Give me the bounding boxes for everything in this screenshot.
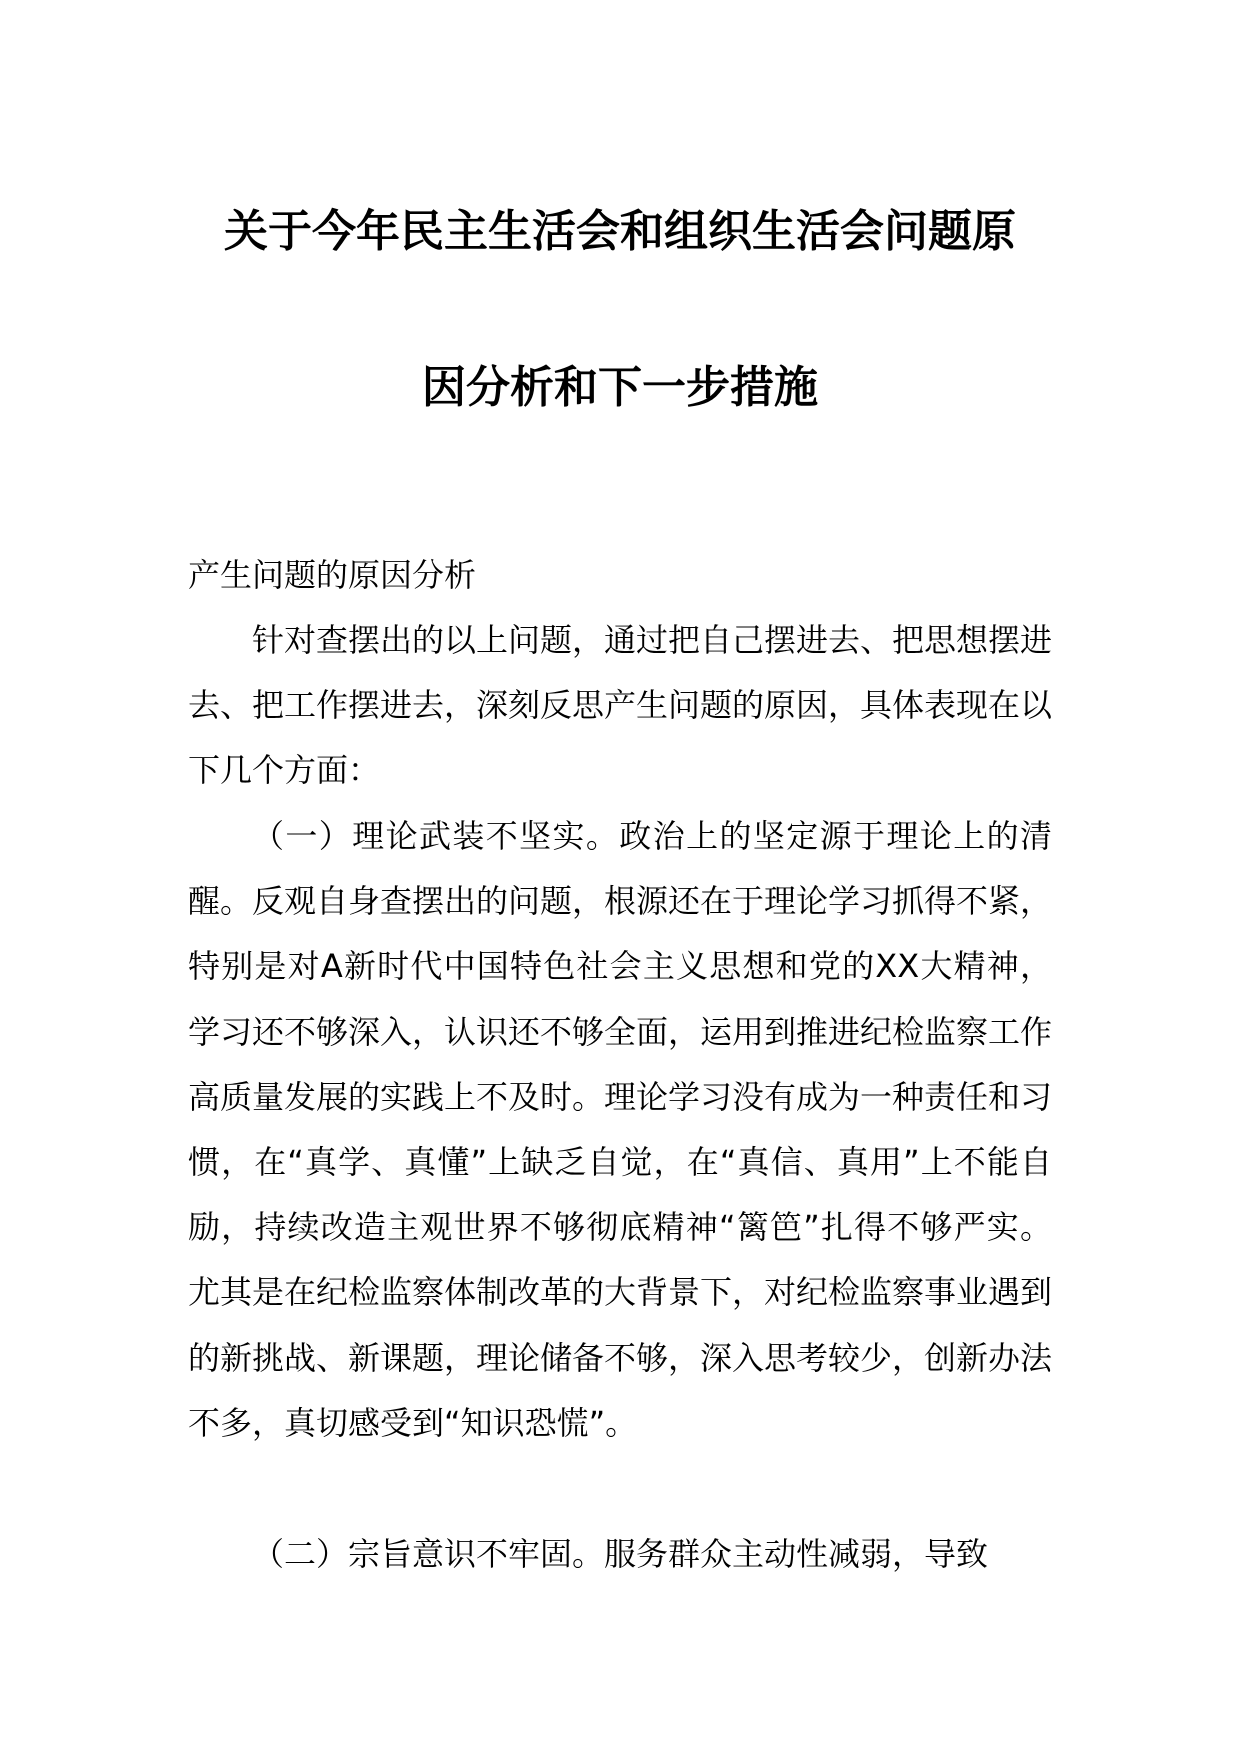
paragraph-intro: 针对查摆出的以上问题，通过把自己摆进去、把思想摆进去、把工作摆进去，深刻反思产生问题的原因，具体表现在以下几个方面： [188, 621, 1053, 790]
paragraph-theory: （一）理论武装不坚实。政治上的坚定源于理论上的清醒。反观自身查摆出的问题，根源还在于理论学习抓得不紧，特别是对A新时代中国特色社会主义思想和党的XX大精神，学习还不够深入，认识还不够全面，运用到推进纪检监察工作高质量发展的实践上不及时。理论学习没有成为一种责任和习惯，在“真学、真懂”上缺乏自觉，在“真信、真用”上不能自励，持续改造主观世界不够彻底精神“篱笆”扎得不够严实。尤其是在纪检监察体制改革的大背景下，对纪检监察事业遇到的新挑战、新课题，理论储备不够，深入思考较少，创新办法不多，真切感受到“知识恐慌”。 [188, 817, 1053, 1442]
paragraph-purpose: （二）宗旨意识不牢固。服务群众主动性减弱，导致 [252, 1535, 989, 1573]
document-title-line-1: 关于今年民主生活会和组织生活会问题原 [224, 206, 1016, 257]
document-title-line-2: 因分析和下一步措施 [422, 362, 818, 413]
section-heading: 产生问题的原因分析 [188, 556, 477, 594]
